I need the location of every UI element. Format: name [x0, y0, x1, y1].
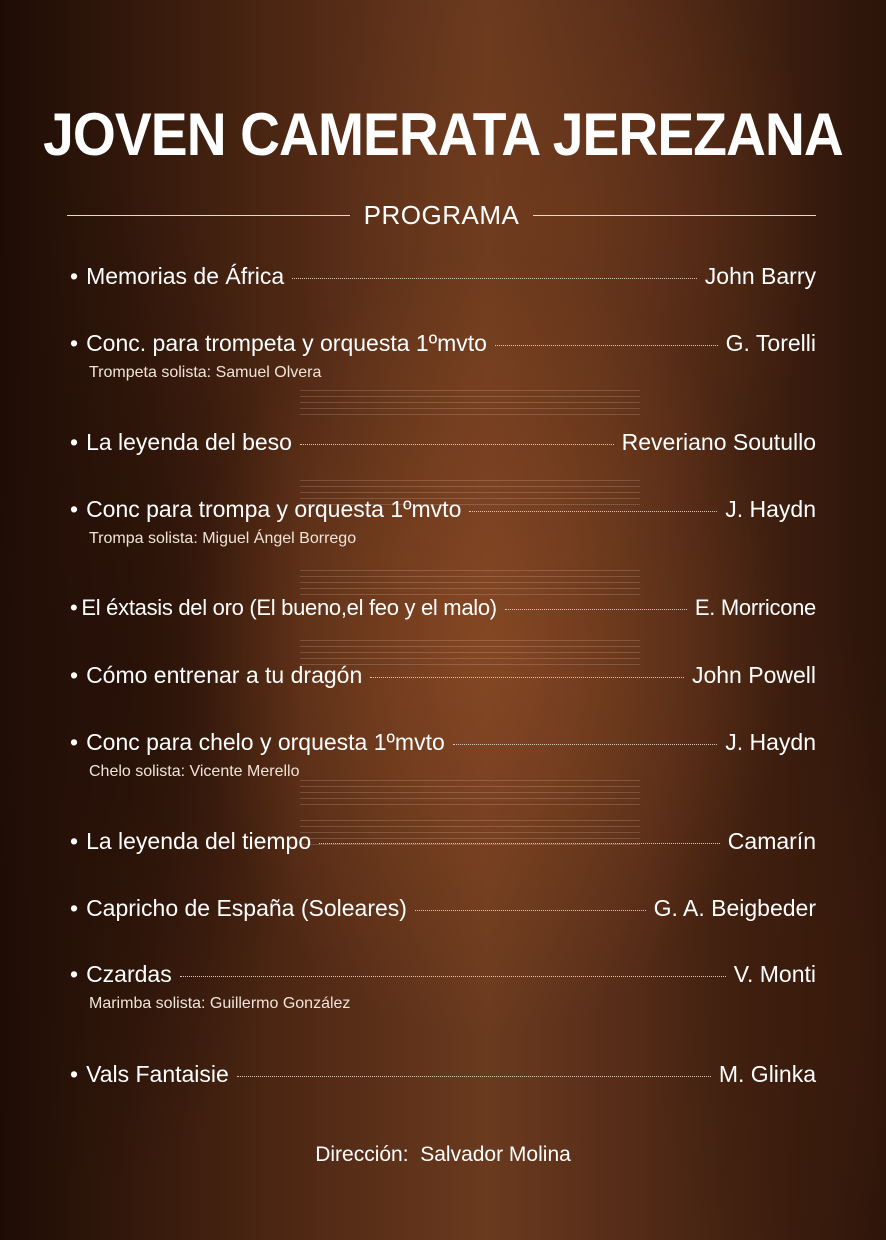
dot-leader: [292, 278, 697, 279]
program-item: [70, 828, 816, 860]
bullet-icon: •: [70, 729, 79, 755]
program-item: [70, 263, 816, 295]
dot-leader: [469, 511, 717, 512]
composer-name: G. Torelli: [725, 330, 816, 356]
dot-leader: [237, 1076, 711, 1077]
composer-name: Reveriano Soutullo: [621, 429, 816, 455]
program-item: [70, 496, 816, 548]
dot-leader: [370, 677, 684, 678]
bullet-icon: •: [70, 961, 79, 987]
piece-title: Conc para trompa y orquesta 1ºmvto: [86, 496, 462, 522]
dot-leader: [319, 843, 720, 844]
dot-leader: [453, 744, 717, 745]
bullet-icon: •: [70, 662, 79, 688]
program-label: PROGRAMA: [363, 199, 520, 230]
right-divider: [533, 215, 816, 216]
program-item: [70, 961, 816, 1013]
piece-title: Conc para chelo y orquesta 1ºmvto: [86, 729, 445, 755]
piece-title: Vals Fantaisie: [86, 1061, 229, 1087]
composer-name: John Powell: [691, 662, 816, 688]
dot-leader: [180, 976, 726, 977]
soloist-credit: Trompa solista: Miguel Ángel Borrego: [89, 530, 357, 547]
sheet-music-decoration: [300, 780, 640, 806]
program-item: [70, 330, 816, 382]
composer-name: M. Glinka: [718, 1061, 816, 1087]
bullet-icon: •: [70, 828, 79, 854]
composer-name: E. Morricone: [694, 595, 816, 620]
dot-leader: [505, 609, 687, 610]
bullet-icon: •: [70, 330, 79, 356]
bullet-icon: •: [70, 429, 79, 455]
program-item: [70, 595, 816, 627]
composer-name: V. Monti: [733, 961, 816, 987]
composer-name: J. Haydn: [725, 496, 816, 522]
conductor-credit: Dirección: Salvador Molina: [315, 1143, 571, 1166]
dot-leader: [300, 444, 614, 445]
soloist-credit: Trompeta solista: Samuel Olvera: [89, 364, 322, 381]
soloist-credit: Marimba solista: Guillermo González: [89, 995, 351, 1012]
page-title: JOVEN CAMERATA JEREZANA: [43, 101, 843, 168]
piece-title: El éxtasis del oro (El bueno,el feo y el malo): [81, 595, 497, 620]
dot-leader: [415, 910, 646, 911]
bullet-icon: •: [70, 1061, 79, 1087]
program-item: [70, 429, 816, 461]
program-item: [70, 1061, 816, 1093]
bullet-icon: •: [70, 895, 79, 921]
composer-name: John Barry: [704, 263, 816, 289]
sheet-music-decoration: [300, 390, 640, 416]
composer-name: G. A. Beigbeder: [653, 895, 816, 921]
bullet-icon: •: [70, 263, 79, 289]
program-item: [70, 895, 816, 927]
left-divider: [67, 215, 350, 216]
bullet-icon: •: [70, 496, 79, 522]
piece-title: Conc. para trompeta y orquesta 1ºmvto: [86, 330, 487, 356]
piece-title: La leyenda del tiempo: [86, 828, 312, 854]
piece-title: Cómo entrenar a tu dragón: [86, 662, 363, 688]
composer-name: J. Haydn: [725, 729, 816, 755]
piece-title: Capricho de España (Soleares): [86, 895, 407, 921]
piece-title: La leyenda del beso: [86, 429, 292, 455]
program-item: [70, 662, 816, 694]
composer-name: Camarín: [727, 828, 816, 854]
sheet-music-decoration: [300, 570, 640, 596]
piece-title: Czardas: [86, 961, 172, 987]
soloist-credit: Chelo solista: Vicente Merello: [89, 763, 300, 780]
bullet-icon: •: [70, 595, 78, 620]
program-item: [70, 729, 816, 781]
program-heading: [67, 198, 816, 232]
dot-leader: [495, 345, 718, 346]
piece-title: Memorias de África: [86, 263, 285, 289]
